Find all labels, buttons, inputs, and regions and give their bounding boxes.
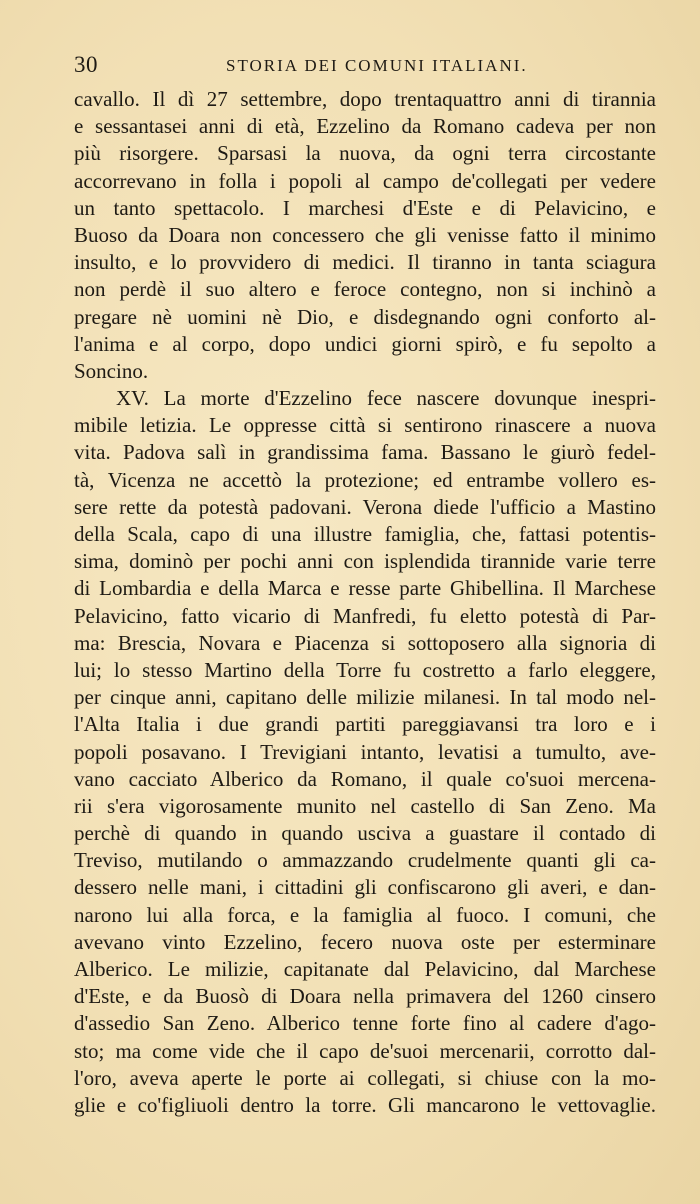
text-line: narono lui alla forca, e la famiglia al fuoco. I comuni, che (74, 902, 656, 927)
text-line: vita. Padova salì in grandissima fama. Bassano le giurò fedel- (74, 440, 656, 465)
body-text (74, 86, 656, 1119)
text-line: ma: Brescia, Novara e Piacenza si sottoposero alla signoria di (74, 630, 656, 655)
text-line: della Scala, capo di una illustre famiglia, che, fattasi potentis- (74, 522, 656, 546)
text-line: perchè di quando in quando usciva a guastare il contado di (74, 821, 656, 846)
text-line: sto; ma come vide che il capo de'suoi mercenarii, corrotto dal- (74, 1038, 656, 1063)
page-header (74, 50, 656, 80)
text-line: l'Alta Italia i due grandi partiti pareggiavansi tra loro e i (74, 712, 656, 737)
text-line: Treviso, mutilando o ammazzando crudelmente quanti gli ca- (74, 848, 656, 873)
text-line: d'Este, e da Buosò di Doara nella primavera del 1260 cinsero (74, 984, 656, 1009)
text-line: sere rette da potestà padovani. Verona diede l'ufficio a Mastino (74, 494, 656, 519)
text-line: di Lombardia e della Marca e resse parte Ghibellina. Il Marchese (74, 576, 656, 601)
text-line: non perdè il suo altero e feroce contegno, non si inchinò a (74, 277, 656, 302)
page-number: 30 (74, 52, 98, 77)
text-line: per cinque anni, capitano delle milizie milanesi. In tal modo nel- (74, 685, 656, 710)
text-line: d'assedio San Zeno. Alberico tenne forte fino al cadere d'ago- (74, 1011, 656, 1036)
text-line: Pelavicino, fatto vicario di Manfredi, fu eletto potestà di Par- (74, 603, 656, 628)
text-line: Buoso da Doara non concessero che gli venisse fatto il minimo (74, 222, 656, 247)
text-line: accorrevano in folla i popoli al campo de'collegati per vedere (74, 168, 656, 193)
text-line: avevano vinto Ezzelino, fecero nuova oste per esterminare (74, 929, 656, 954)
text-line: l'oro, aveva aperte le porte ai collegati, si chiuse con la mo- (74, 1065, 656, 1090)
text-line: rii s'era vigorosamente munito nel castello di San Zeno. Ma (74, 793, 656, 818)
text-line: vano cacciato Alberico da Romano, il quale co'suoi mercena- (74, 766, 656, 791)
text-line: l'anima e al corpo, dopo undici giorni spirò, e fu sepolto a (74, 331, 656, 356)
text-line: un tanto spettacolo. I marchesi d'Este e di Pelavicino, e (74, 195, 656, 220)
text-line: cavallo. Il dì 27 settembre, dopo trentaquattro anni di tirannia (74, 87, 656, 111)
text-line: popoli posavano. I Trevigiani intanto, levatisi a tumulto, ave- (74, 739, 656, 764)
text-line: insulto, e lo provvidero di medici. Il tiranno in tanta sciagura (74, 250, 656, 275)
text-line: dessero nelle mani, i cittadini gli confiscarono gli averi, e dan- (74, 875, 656, 900)
text-line: lui; lo stesso Martino della Torre fu costretto a farlo eleggere, (74, 657, 656, 682)
running-title: STORIA DEI COMUNI ITALIANI. (226, 56, 528, 75)
text-line: glie e co'figliuoli dentro la torre. Gli mancarono le vettovaglie. (74, 1092, 656, 1117)
text-line: tà, Vicenza ne accettò la protezione; ed entrambe vollero es- (74, 467, 656, 492)
text-line: mibile letizia. Le oppresse città si sentirono rinascere a nuova (74, 413, 656, 438)
section-start-line: XV. La morte d'Ezzelino fece nascere dovunque inespri- (116, 386, 656, 411)
text-line: pregare nè uomini nè Dio, e disdegnando ogni conforto al- (74, 304, 656, 329)
text-line: Soncino. (74, 358, 149, 383)
text-line: più risorgere. Sparsasi la nuova, da ogni terra circostante (74, 141, 656, 166)
text-line: sima, dominò per pochi anni con isplendida tirannide varie terre (74, 549, 656, 574)
text-line: Alberico. Le milizie, capitanate dal Pelavicino, dal Marchese (74, 957, 656, 981)
text-line: e sessantasei anni di età, Ezzelino da Romano cadeva per non (74, 114, 656, 139)
